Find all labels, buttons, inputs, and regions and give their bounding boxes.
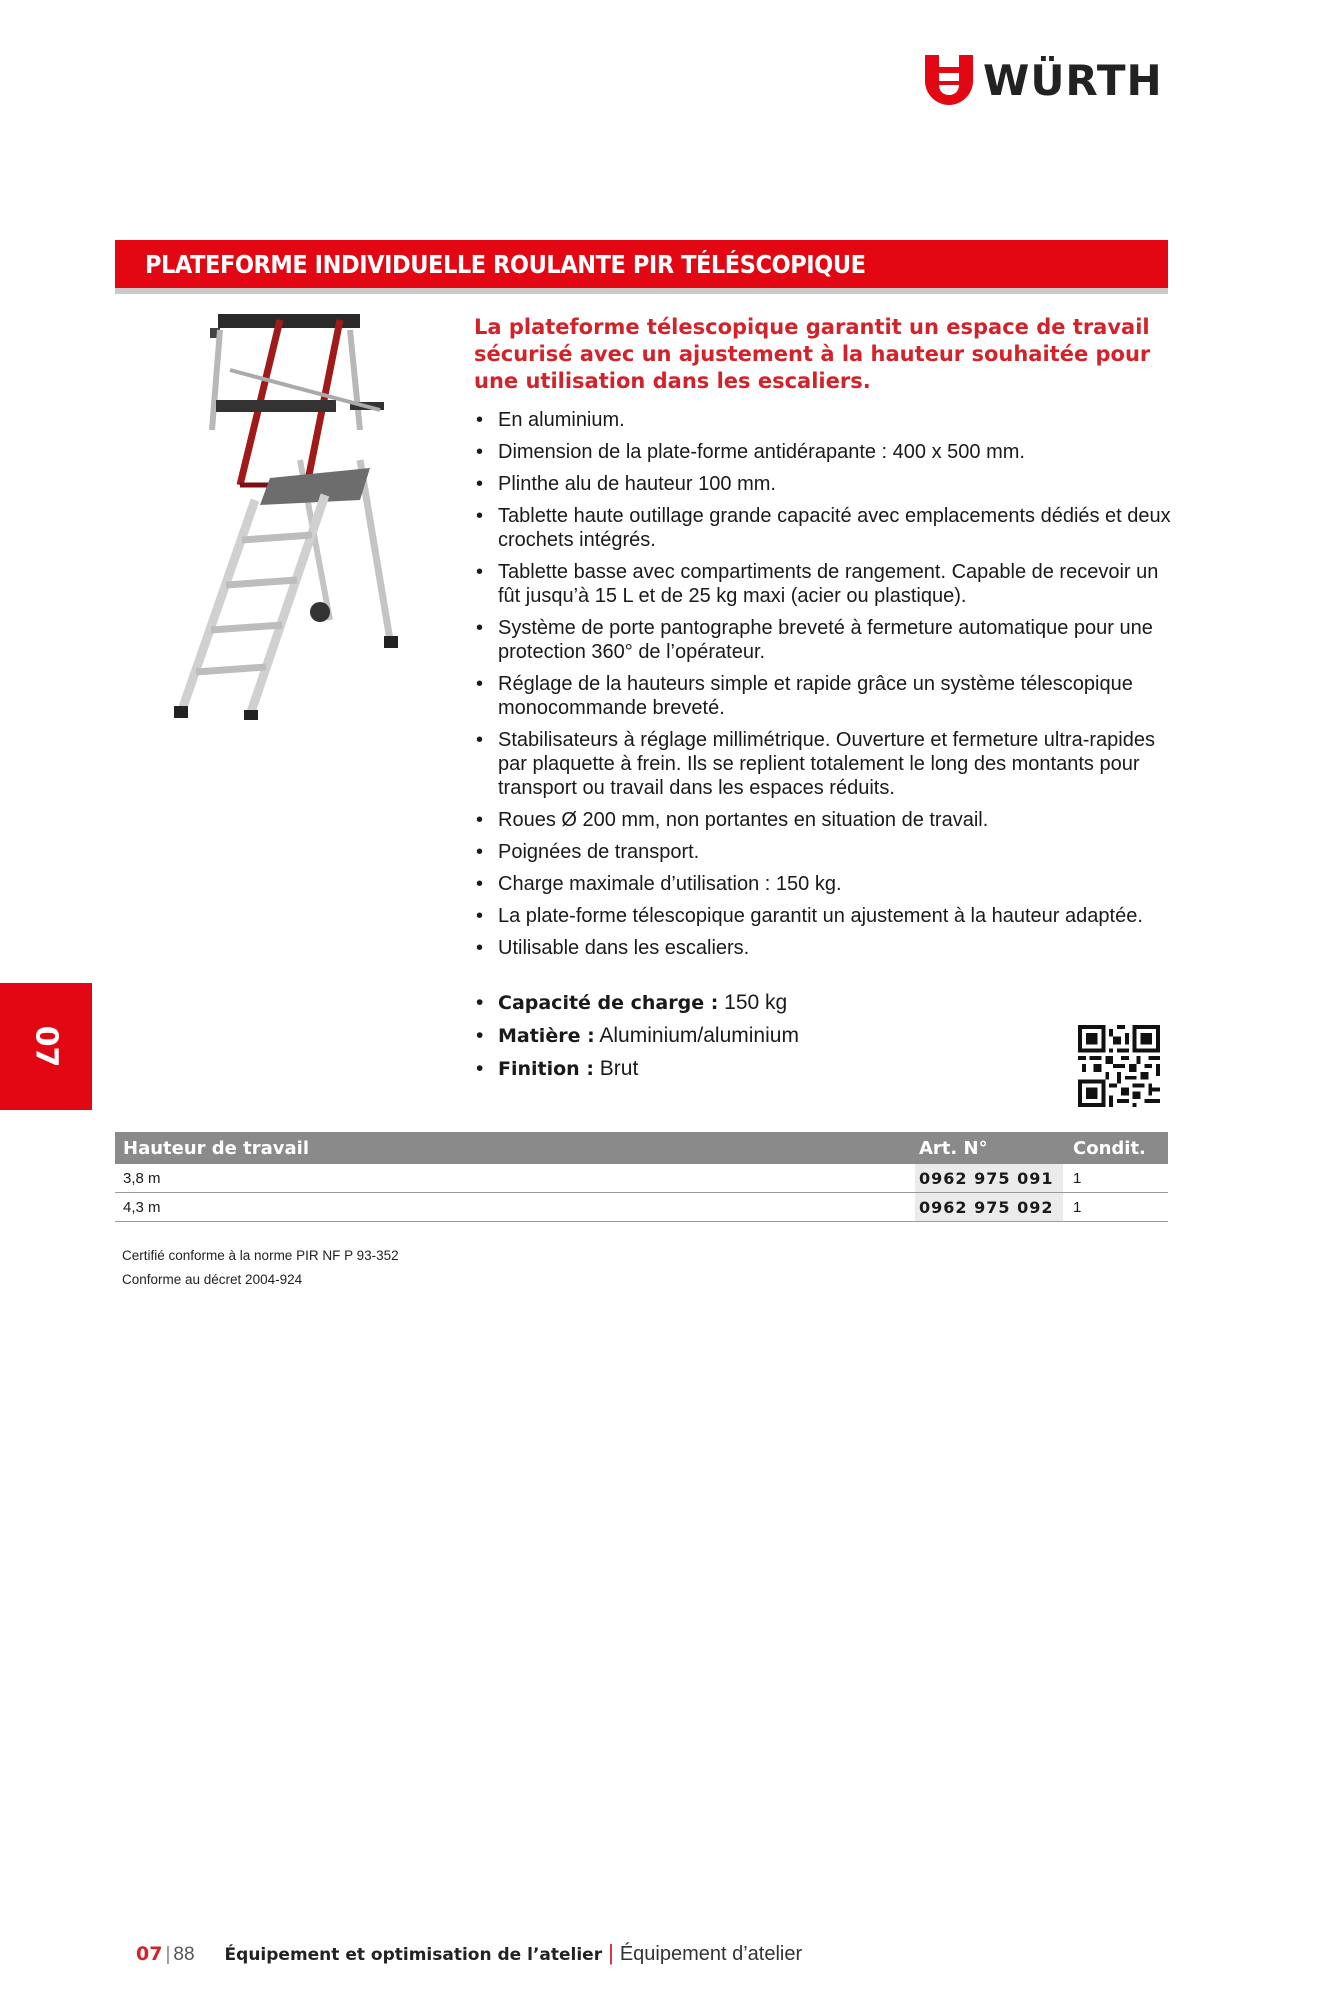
spec-label: Finition : [498,1058,594,1080]
spec-value: Aluminium/aluminium [599,1024,799,1047]
cell-height: 4,3 m [123,1198,161,1216]
wurth-logo-icon [925,55,973,105]
title-bar [115,240,1168,288]
spec-item-finish [476,1056,996,1082]
qr-code-icon[interactable] [1078,1025,1160,1107]
spec-item-material [476,1023,996,1049]
cell-condit: 1 [1073,1169,1082,1187]
decree-note: Conforme au décret 2004-924 [122,1272,303,1287]
feature-item: • Dimension de la plate-forme antidérapante : 400 x 500 mm. [476,440,1176,464]
table-header [115,1132,1168,1164]
feature-item: • Roues Ø 200 mm, non portantes en situation de travail. [476,808,1176,832]
table-row [115,1164,1168,1193]
spec-item-capacity [476,990,996,1016]
feature-item: • La plate-forme télescopique garantit un ajustement à la hauteur adaptée. [476,904,1176,928]
spec-label: Capacité de charge : [498,992,719,1014]
feature-item: • Réglage de la hauteurs simple et rapide grâce un système télescopique monocommande breveté. [476,672,1176,720]
platform-ladder-image [160,310,420,720]
feature-item: • Tablette haute outillage grande capacité avec emplacements dédiés et deux crochets intégrés. [476,504,1176,552]
table-row [115,1193,1168,1222]
header-height: Hauteur de travail [123,1137,310,1159]
page-title: PLATEFORME INDIVIDUELLE ROULANTE PIR TÉLÉSCOPIQUE [145,249,866,279]
spec-value: Brut [599,1057,639,1080]
feature-item: • Système de porte pantographe breveté à fermeture automatique pour une protection 360° de l’opérateur. [476,616,1176,664]
cell-art-number: 0962 975 091 [915,1164,1063,1192]
feature-item: • Plinthe alu de hauteur 100 mm. [476,472,1176,496]
cell-condit: 1 [1073,1198,1082,1216]
footer-section: Équipement et optimisation de l’atelier [224,1945,603,1965]
spec-label: Matière : [498,1025,595,1047]
cell-art-number: 0962 975 092 [915,1193,1063,1221]
feature-list [476,408,1176,968]
feature-item: • Charge maximale d’utilisation : 150 kg. [476,872,1176,896]
footer-separator: | [608,1940,614,1965]
cell-height: 3,8 m [123,1169,161,1187]
feature-item: • Utilisable dans les escaliers. [476,936,1176,960]
spec-list [476,990,996,1089]
chapter-side-tab [0,983,92,1110]
article-table [115,1132,1168,1222]
brand-logo [925,52,1175,108]
chapter-number: 07 [28,1025,64,1068]
feature-item: • Stabilisateurs à réglage millimétrique. Ouverture et fermeture ultra-rapides par plaquette à frein. Ils se replient totalement le long des montants pour transport ou travail dans les espaces réduits. [476,728,1176,800]
feature-item: • Poignées de transport. [476,840,1176,864]
footer-subsection: Équipement d’atelier [619,1943,803,1965]
header-art-number: Art. N° [919,1137,988,1159]
footer-chapter: 07 [136,1943,163,1965]
feature-item: • Tablette basse avec compartiments de rangement. Capable de recevoir un fût jusqu’à 15 L et de 25 kg maxi (acier ou plastique). [476,560,1176,608]
header-condit: Condit. [1073,1137,1146,1159]
certification-note: Certifié conforme à la norme PIR NF P 93-352 [122,1248,399,1263]
spec-value: 150 kg [724,991,788,1014]
footer-page-number: 88 [173,1944,195,1965]
feature-item: • En aluminium. [476,408,1176,432]
brand-name: WÜRTH [983,55,1163,105]
page-footer [136,1940,802,1966]
footer-separator: | [165,1944,171,1965]
intro-text: La plateforme télescopique garantit un espace de travail sécurisé avec un ajustement à la hauteur souhaitée pour une utilisation dans les escaliers. [474,315,1151,393]
